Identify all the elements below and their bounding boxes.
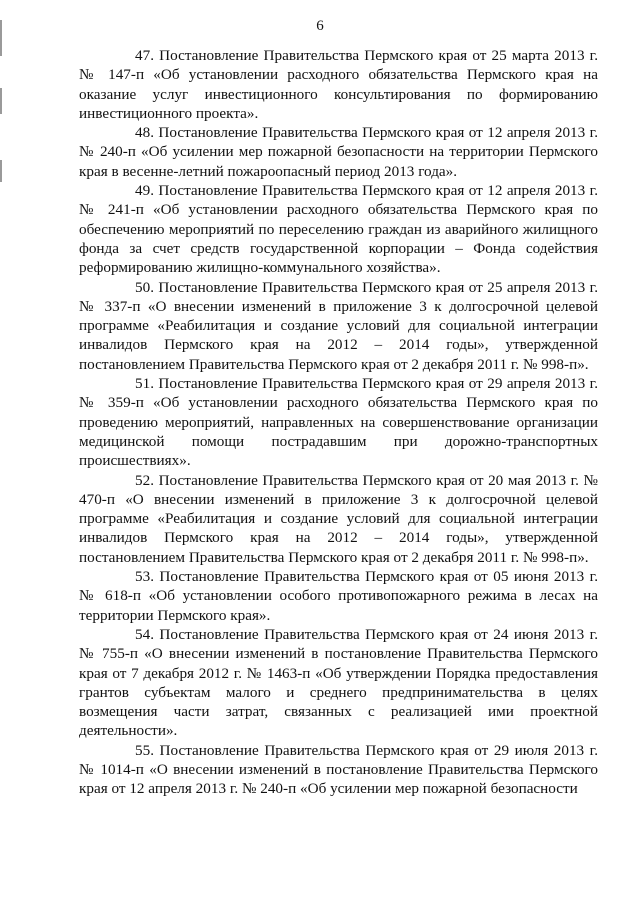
list-item (79, 567, 598, 625)
list-item (79, 374, 598, 470)
item-text: Постановление Правительства Пермского края от 29 июля 2013 г. № 1014-п «О внесении изменений в постановление Правительства Пермского края от 12 апреля 2013 г. № 240-п «Об усилении мер пожарной безопасности (79, 741, 598, 798)
scan-edge-mark (0, 88, 2, 114)
item-number: 49. (135, 182, 154, 200)
list-item (79, 471, 598, 567)
item-text: Постановление Правительства Пермского края от 29 апреля 2013 г. № 359-п «Об установлении расходного обязательства Пермского края по проведению мероприятий, направленных на совершенствование организации медицинской помощи пострадавшим при дорожно-транспортных происшествиях». (79, 375, 598, 470)
item-text: Постановление Правительства Пермского края от 20 мая 2013 г. № 470-п «О внесении изменений в приложение 3 к долгосрочной целевой программе «Реабилитация и создание условий для социальной интеграции инвалидов Пермского края на 2012 – 2014 годы», утвержденной постановлением Правительства Пермского края от 2 декабря 2011 г. № 998-п». (79, 471, 598, 566)
item-number: 51. (135, 375, 154, 393)
list-item (79, 123, 598, 181)
item-text: Постановление Правительства Пермского края от 25 марта 2013 г. № 147-п «Об установлении расходного обязательства Пермского края на оказание услуг инвестиционного консультирования по формированию инвестиционного проекта». (79, 47, 598, 122)
item-number: 47. (135, 47, 154, 64)
item-number: 53. (135, 568, 154, 586)
item-number: 52. (135, 471, 154, 489)
list-item (79, 46, 598, 123)
scan-edge-mark (0, 160, 2, 182)
list-item (79, 625, 598, 741)
item-text: Постановление Правительства Пермского края от 05 июня 2013 г. № 618-п «Об установлении особого противопожарного режима в лесах на территории Пермского края». (79, 568, 598, 624)
item-text: Постановление Правительства Пермского края от 25 апреля 2013 г. № 337-п «О внесении изменений в приложение 3 к долгосрочной целевой программе «Реабилитация и создание условий для социальной интеграции инвалидов Пермского края на 2012 – 2014 годы», утвержденной постановлением Правительства Пермского края от 2 декабря 2011 г. № 998-п». (79, 278, 598, 373)
list-item (79, 278, 598, 374)
document-body (79, 46, 598, 799)
page-number: 6 (316, 18, 324, 34)
item-text: Постановление Правительства Пермского края от 12 апреля 2013 г. № 240-п «Об усилении мер пожарной безопасности на территории Пермского края в весенне-летний пожароопасный период 2013 года». (79, 124, 598, 180)
list-item (79, 181, 598, 277)
item-number: 55. (135, 741, 154, 759)
item-number: 48. (135, 124, 154, 142)
item-number: 54. (135, 625, 154, 643)
item-text: Постановление Правительства Пермского края от 24 июня 2013 г. № 755-п «О внесении изменений в постановление Правительства Пермского края от 7 декабря 2012 г. № 1463-п «Об утверждении Порядка предоставления грантов субъектам малого и среднего предпринимательства в целях возмещения части затрат, связанных с реализацией ими проектной деятельности». (79, 625, 598, 740)
item-number: 50. (135, 278, 154, 296)
item-text: Постановление Правительства Пермского края от 12 апреля 2013 г. № 241-п «Об установлении расходного обязательства Пермского края по обеспечению мероприятий по переселению граждан из аварийного жилищного фонда за счет средств государственной корпорации – Фонда содействия реформированию жилищно-коммунального хозяйства». (79, 182, 598, 277)
list-item (79, 741, 598, 799)
